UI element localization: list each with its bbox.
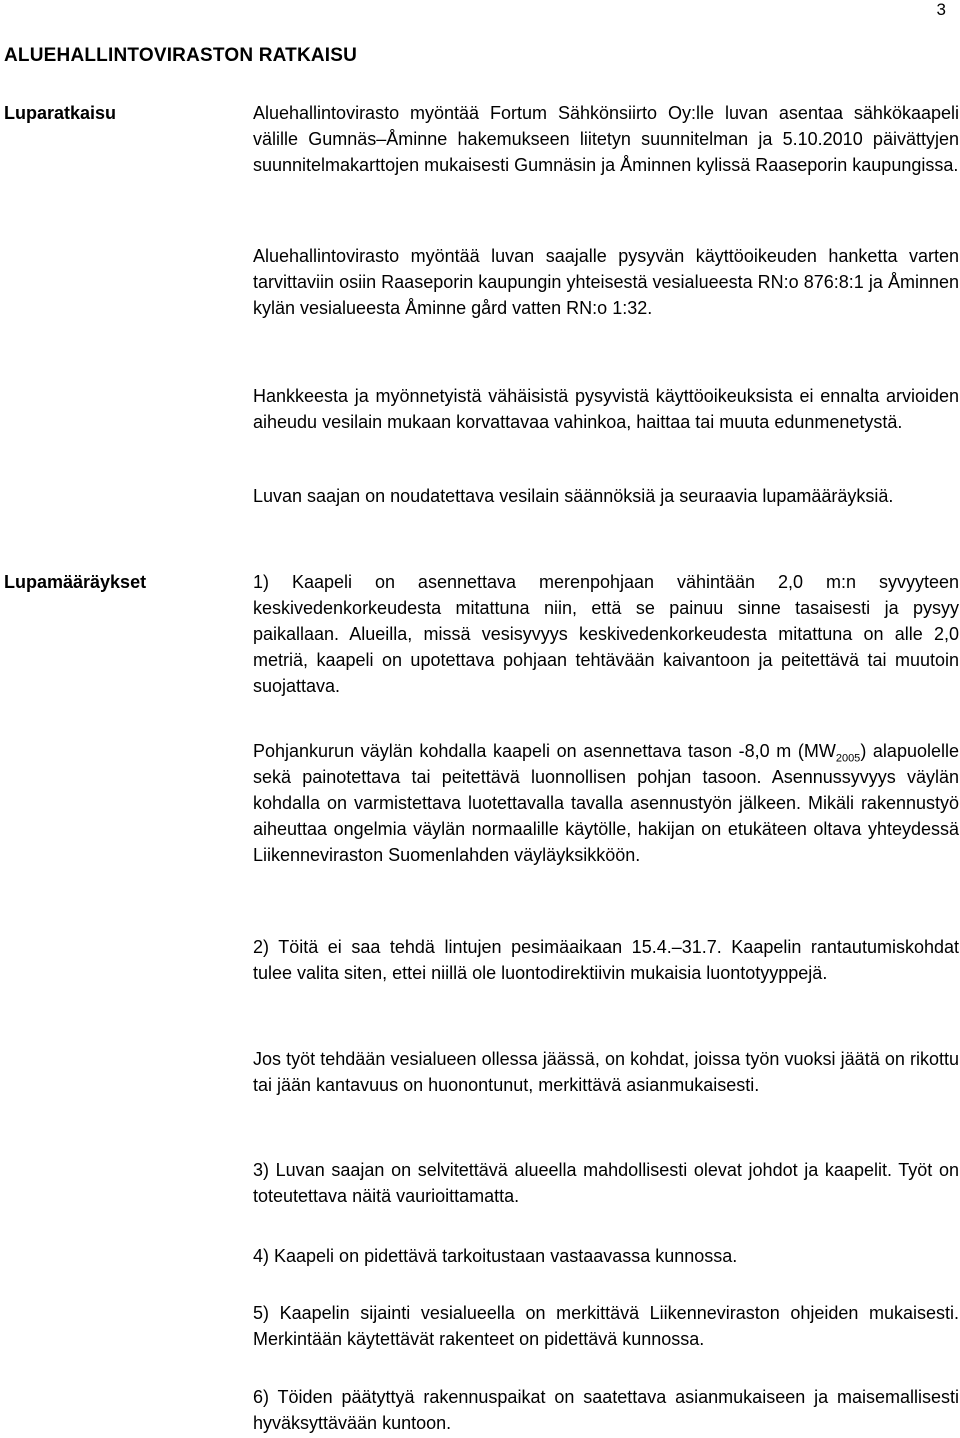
condition-3-paragraph: 3) Luvan saajan on selvitettävä alueella mahdollisesti olevat johdot ja kaapelit. Työt on toteutettava näitä vaurioittamatta. bbox=[253, 1160, 959, 1206]
condition-1-paragraph: 1) Kaapeli on asennettava merenpohjaan vähintään 2,0 m:n syvyyteen keskivedenkorkeudesta mitattuna niin, että se painuu sinne tasaisesti ja pysyy paikallaan. Alueilla, missä vesisyvyys keskivedenkorkeudesta mitattuna on alle 2,0 metriä, kaapeli on upotettava pohjaan tehtävään kaivantoon ja peitettävä tai muutoin suojattava. bbox=[253, 572, 959, 696]
page-heading: ALUEHALLINTOVIRASTON RATKAISU bbox=[4, 45, 358, 66]
condition-4-paragraph: 4) Kaapeli on pidettävä tarkoitustaan vastaavassa kunnossa. bbox=[253, 1246, 738, 1266]
fairway-text-end: ) alapuolelle sekä painotettava tai peitettävä luonnollisen pohjan tasoon. Asennussyvyys väylän kohdalla on varmistettava luotettavalla tavalla asennustyön jälkeen. Mikäli rakennustyö aiheuttaa ongelmia väylän normaalille käytölle, hakijan on etukäteen oltava yhteydessä Liikenneviraston Suomenlahden väyläyksikköön. bbox=[253, 741, 959, 865]
condition-2-paragraph: 2) Töitä ei saa tehdä lintujen pesimäaikaan 15.4.–31.7. Kaapelin rantautumiskohdat tulee valita siten, ettei niillä ole luontodirektiivin mukaisia luontotyyppejä. bbox=[253, 937, 959, 983]
page-number: 3 bbox=[936, 0, 946, 19]
decision-paragraph-4: Luvan saajan on noudatettava vesilain säännöksiä ja seuraavia lupamääräyksiä. bbox=[253, 486, 894, 506]
condition-2-ice-paragraph: Jos työt tehdään vesialueen ollessa jäässä, on kohdat, joissa työn vuoksi jäätä on rikottu tai jään kantavuus on huonontunut, merkittävä asianmukaisesti. bbox=[253, 1049, 959, 1095]
decision-paragraph-3: Hankkeesta ja myönnetyistä vähäisistä pysyvistä käyttöoikeuksista ei ennalta arvioiden aiheudu vesilain mukaan korvattavaa vahinkoa, haittaa tai muuta edunmenetystä. bbox=[253, 386, 959, 432]
condition-6-paragraph: 6) Töiden päätyttyä rakennuspaikat on saatettava asianmukaiseen ja maisemallisesti hyväksyttävään kuntoon. bbox=[253, 1387, 959, 1433]
condition-1-fairway-paragraph bbox=[253, 738, 959, 868]
mw-year-subscript: 2005 bbox=[835, 752, 861, 765]
decision-paragraph-1: Aluehallintovirasto myöntää Fortum Sähkönsiirto Oy:lle luvan asentaa sähkökaapeli välille Gumnäs–Åminne hakemukseen liitetyn suunnitelman ja 5.10.2010 päivättyjen suunnitelmakarttojen mukaisesti Gumnäsin ja Åminnen kylissä Raaseporin kaupungissa. bbox=[253, 103, 959, 175]
section-label-luparatkaisu: Luparatkaisu bbox=[4, 103, 117, 123]
section-label-lupamaaraykset: Lupamääräykset bbox=[4, 572, 147, 592]
condition-5-paragraph: 5) Kaapelin sijainti vesialueella on merkittävä Liikenneviraston ohjeiden mukaisesti. Merkintään käytettävät rakenteet on pidettävä kunnossa. bbox=[253, 1303, 959, 1349]
decision-paragraph-2: Aluehallintovirasto myöntää luvan saajalle pysyvän käyttöoikeuden hanketta varten tarvittaviin osiin Raaseporin kaupungin yhteisestä vesialueesta RN:o 876:8:1 ja Åminnen kylän vesialueesta Åminne gård vatten RN:o 1:32. bbox=[253, 246, 959, 318]
fairway-text-start: Pohjankurun väylän kohdalla kaapeli on asennettava tason -8,0 m (MW bbox=[253, 741, 836, 761]
